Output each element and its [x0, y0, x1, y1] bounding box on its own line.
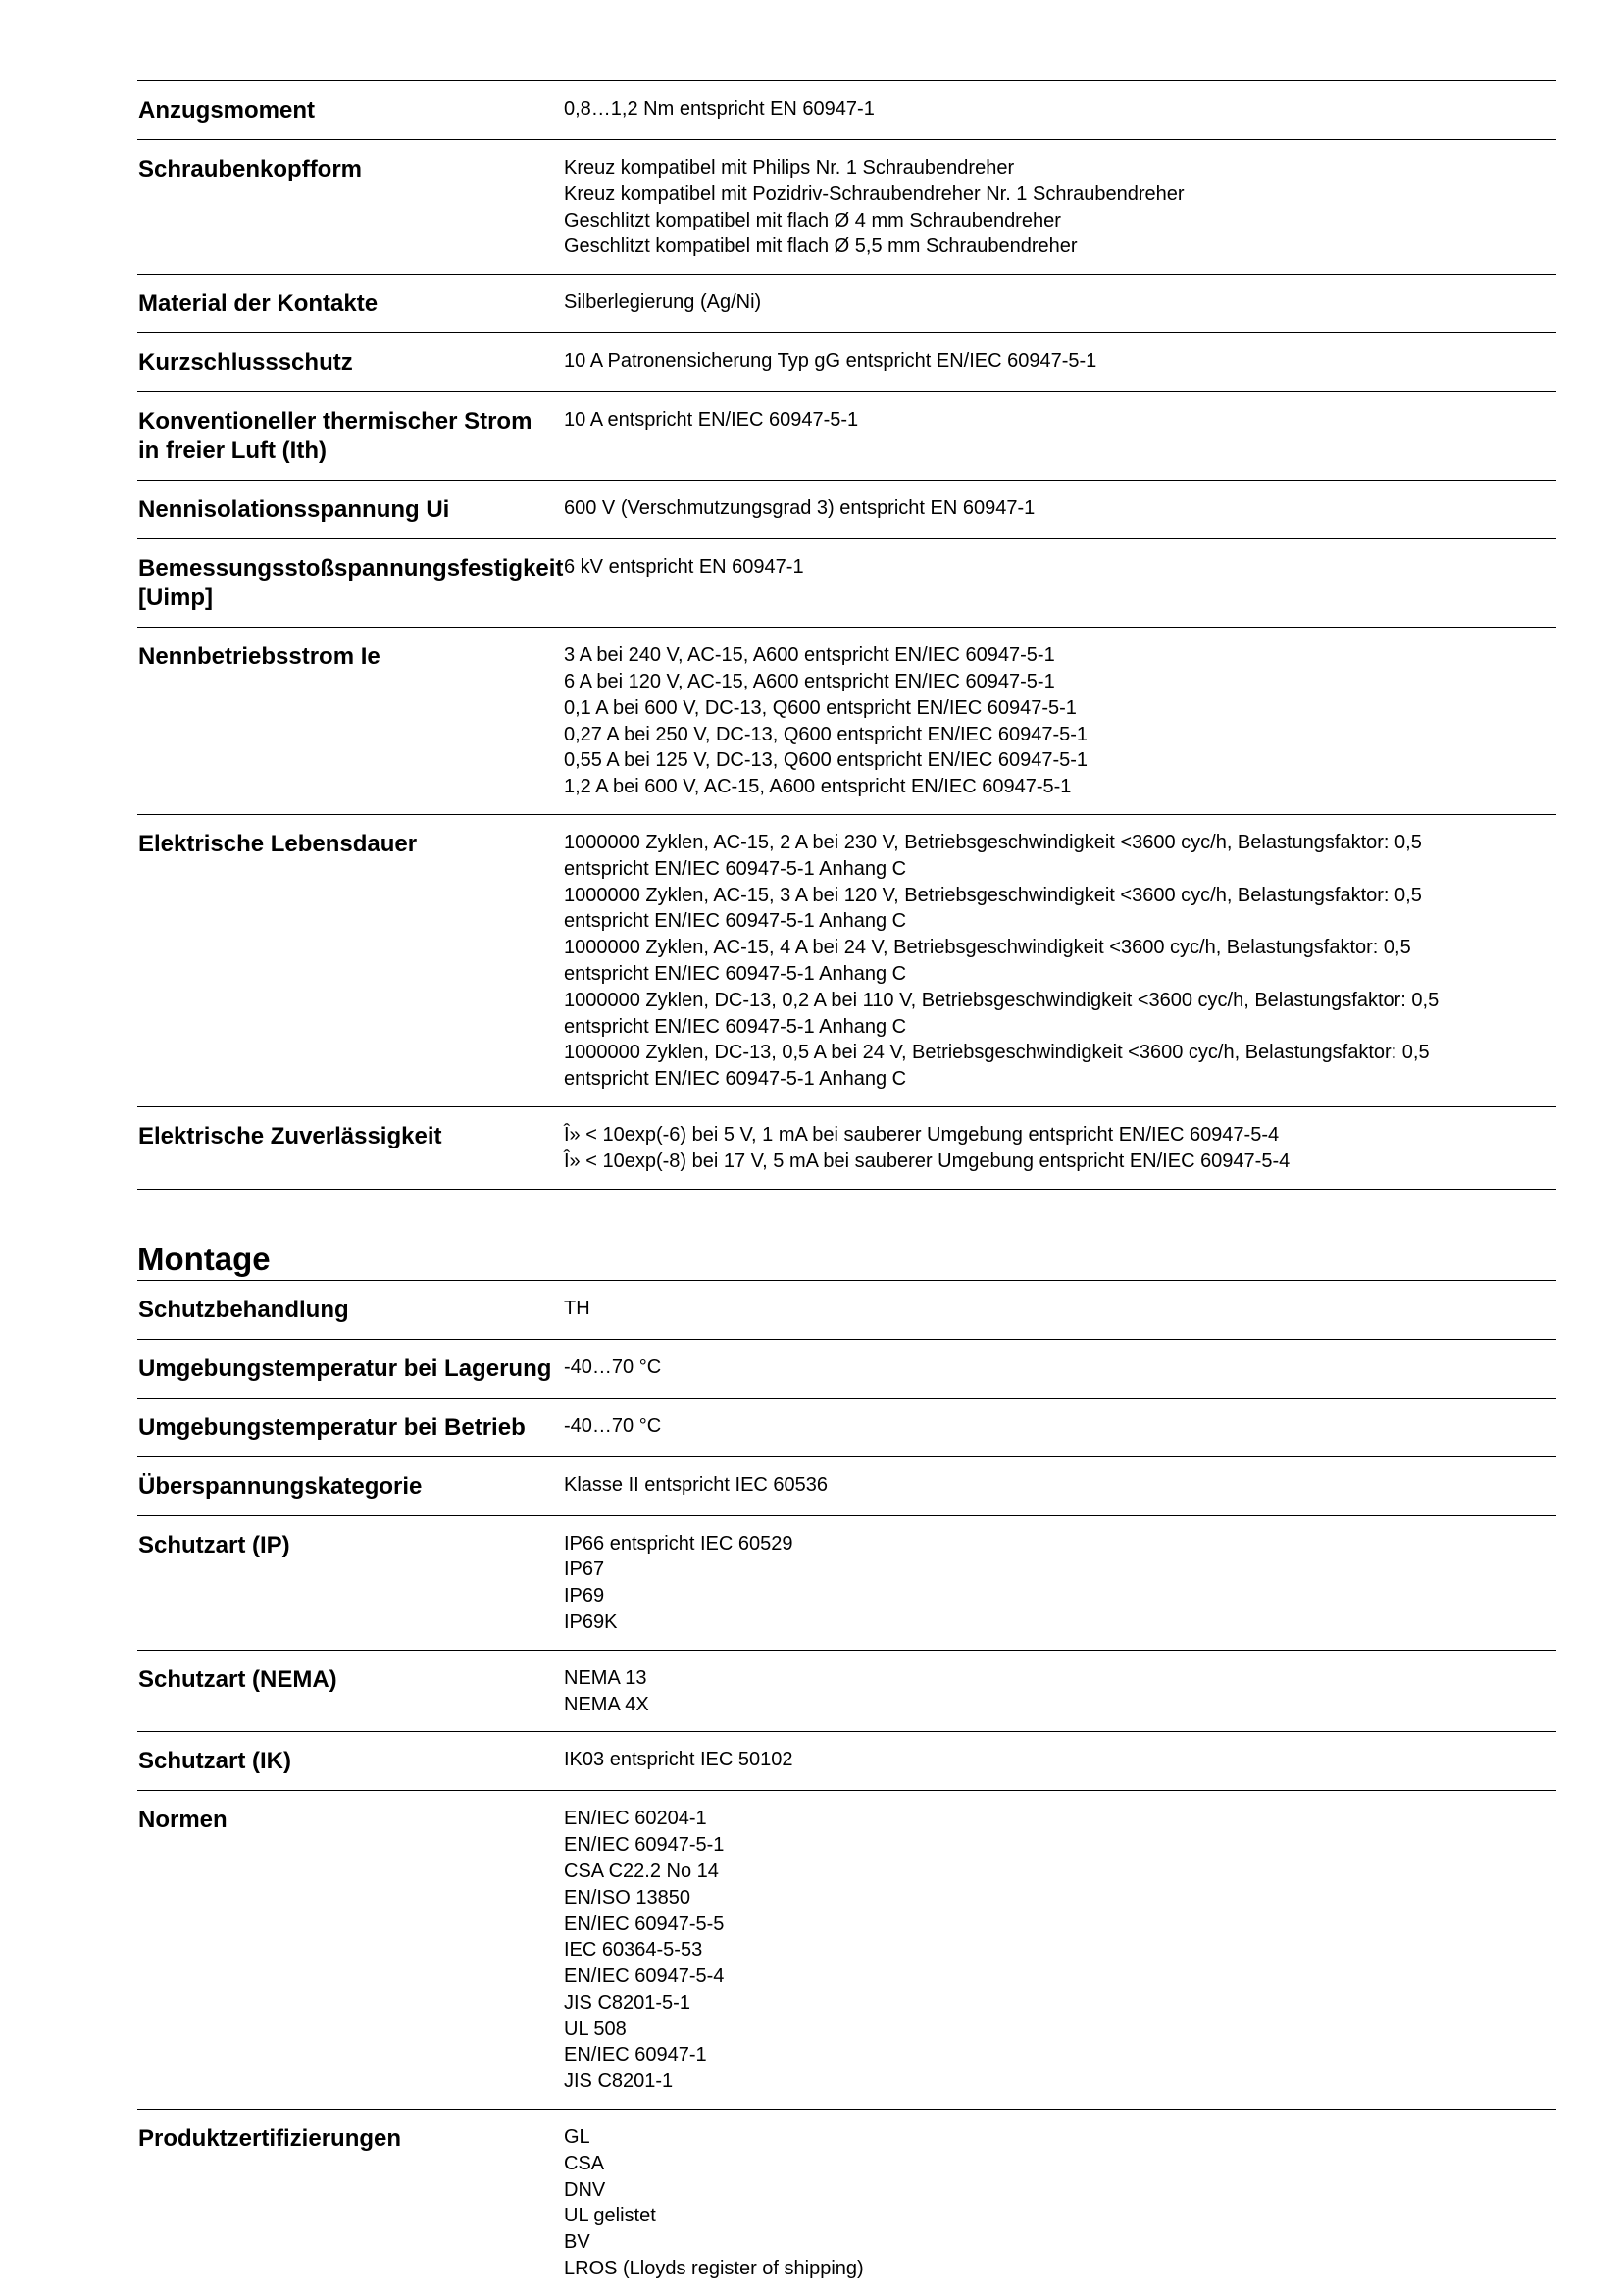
spec-row	[137, 1515, 1556, 1650]
spec-value	[563, 1339, 1556, 1398]
spec-value-line: DNV	[564, 2178, 606, 2201]
spec-value-line: BV	[564, 2231, 590, 2254]
spec-row	[137, 628, 1556, 815]
spec-value-line: IP69K	[564, 1610, 618, 1633]
spec-label: Schutzbehandlung	[137, 1280, 563, 1339]
spec-value-line: IK03 entspricht IEC 50102	[564, 1749, 793, 1771]
spec-value	[563, 1398, 1556, 1456]
spec-value-line: 1,2 A bei 600 V, AC-15, A600 entspricht EN/IEC 60947-5-1	[564, 776, 1072, 798]
spec-label: Umgebungstemperatur bei Betrieb	[137, 1398, 563, 1456]
spec-value-line: 10 A entspricht EN/IEC 60947-5-1	[564, 409, 859, 432]
spec-row	[137, 481, 1556, 539]
spec-value-line: entspricht EN/IEC 60947-5-1 Anhang C	[564, 1015, 907, 1038]
spec-label-line: [Uimp]	[138, 585, 213, 612]
spec-label: Schraubenkopfform	[137, 140, 563, 275]
spec-label: Normen	[137, 1791, 563, 2110]
spec-row	[137, 1732, 1556, 1791]
spec-value	[563, 392, 1556, 481]
spec-value-line: LROS (Lloyds register of shipping)	[564, 2258, 864, 2280]
spec-value-line: entspricht EN/IEC 60947-5-1 Anhang C	[564, 1068, 907, 1091]
spec-label: Kurzschlussschutz	[137, 333, 563, 392]
spec-value-line: 1000000 Zyklen, AC-15, 4 A bei 24 V, Betriebsgeschwindigkeit <3600 cyc/h, Belastungsfaktor: 0,5	[564, 937, 1411, 959]
spec-value	[563, 814, 1556, 1106]
spec-value-line: -40…70 °C	[564, 1414, 662, 1437]
spec-label-line: Bemessungsstoßspannungsfestigkeit	[138, 555, 564, 583]
spec-value	[563, 140, 1556, 275]
spec-row	[137, 1791, 1556, 2110]
spec-value-line: 6 A bei 120 V, AC-15, A600 entspricht EN/IEC 60947-5-1	[564, 670, 1055, 692]
spec-value-line: Kreuz kompatibel mit Philips Nr. 1 Schraubendreher	[564, 157, 1015, 179]
spec-value-line: CSA	[564, 2152, 605, 2174]
spec-value	[563, 481, 1556, 539]
spec-row	[137, 1456, 1556, 1515]
spec-value-line: IEC 60364-5-53	[564, 1939, 703, 1962]
section-title: Montage	[137, 1240, 271, 1277]
spec-value-line: Î» < 10exp(-6) bei 5 V, 1 mA bei sauberer Umgebung entspricht EN/IEC 60947-5-4	[564, 1123, 1280, 1146]
spec-value-line: entspricht EN/IEC 60947-5-1 Anhang C	[564, 962, 907, 985]
spec-value-line: EN/IEC 60947-5-1	[564, 1834, 725, 1857]
spec-value-line: -40…70 °C	[564, 1355, 662, 1378]
spec-value-line: IP69	[564, 1585, 605, 1607]
spec-value-line: EN/IEC 60947-1	[564, 2044, 707, 2066]
spec-label: Schutzart (IK)	[137, 1732, 563, 1791]
spec-value-line: 10 A Patronensicherung Typ gG entspricht EN/IEC 60947-5-1	[564, 350, 1097, 373]
spec-value-line: JIS C8201-5-1	[564, 1991, 690, 2014]
spec-label: Schutzart (IP)	[137, 1515, 563, 1650]
spec-value-line: EN/IEC 60947-5-4	[564, 1965, 725, 1988]
spec-value-line: 1000000 Zyklen, DC-13, 0,5 A bei 24 V, Betriebsgeschwindigkeit <3600 cyc/h, Belastungsfaktor: 0,5	[564, 1042, 1430, 1064]
spec-row	[137, 1398, 1556, 1456]
spec-value	[563, 1515, 1556, 1650]
spec-label: Überspannungskategorie	[137, 1456, 563, 1515]
spec-row	[137, 392, 1556, 481]
spec-row	[137, 814, 1556, 1106]
spec-value-line: JIS C8201-1	[564, 2070, 674, 2093]
spec-value-line: 1000000 Zyklen, DC-13, 0,2 A bei 110 V, Betriebsgeschwindigkeit <3600 cyc/h, Belastungsfaktor: 0,5	[564, 989, 1440, 1011]
spec-value-line: 0,8…1,2 Nm entspricht EN 60947-1	[564, 98, 875, 120]
spec-value	[563, 333, 1556, 392]
spec-value-line: NEMA 4X	[564, 1693, 649, 1715]
spec-row	[137, 2110, 1556, 2296]
spec-row	[137, 81, 1556, 140]
spec-value	[563, 2110, 1556, 2296]
spec-label: Konventioneller thermischer Strom in freier Luft (Ith)	[137, 392, 563, 481]
spec-value-line: UL 508	[564, 2017, 627, 2040]
spec-value-line: 1000000 Zyklen, AC-15, 3 A bei 120 V, Betriebsgeschwindigkeit <3600 cyc/h, Belastungsfaktor: 0,5	[564, 884, 1422, 906]
spec-row	[137, 140, 1556, 275]
spec-value-line: 1000000 Zyklen, AC-15, 2 A bei 230 V, Betriebsgeschwindigkeit <3600 cyc/h, Belastungsfaktor: 0,5	[564, 831, 1422, 853]
spec-label: Nennbetriebsstrom Ie	[137, 628, 563, 815]
spec-value-line: NEMA 13	[564, 1666, 647, 1689]
spec-value-line: 0,1 A bei 600 V, DC-13, Q600 entspricht EN/IEC 60947-5-1	[564, 696, 1077, 719]
spec-value	[563, 1280, 1556, 1339]
spec-value-line: EN/IEC 60204-1	[564, 1808, 707, 1830]
spec-row	[137, 539, 1556, 628]
spec-label: Produktzertifizierungen	[137, 2110, 563, 2296]
spec-value-line: Klasse II entspricht IEC 60536	[564, 1473, 829, 1496]
spec-value	[563, 1106, 1556, 1189]
spec-value-line: UL gelistet	[564, 2205, 656, 2227]
spec-value-line: 600 V (Verschmutzungsgrad 3) entspricht EN 60947-1	[564, 497, 1036, 520]
spec-row	[137, 1650, 1556, 1732]
spec-row	[137, 1106, 1556, 1189]
spec-label: Material der Kontakte	[137, 275, 563, 333]
spec-value-line: EN/ISO 13850	[564, 1886, 690, 1909]
spec-value-line: Geschlitzt kompatibel mit flach Ø 4 mm Schraubendreher	[564, 209, 1061, 231]
spec-label: Umgebungstemperatur bei Lagerung	[137, 1339, 563, 1398]
spec-value-line: IP66 entspricht IEC 60529	[564, 1532, 793, 1555]
spec-label	[137, 539, 563, 628]
spec-row	[137, 1280, 1556, 1339]
spec-table-montage	[137, 1280, 1556, 2296]
spec-row	[137, 1339, 1556, 1398]
spec-value-line: EN/IEC 60947-5-5	[564, 1913, 725, 1935]
datasheet-page	[137, 80, 1556, 2296]
spec-value	[563, 539, 1556, 628]
spec-value-line: 6 kV entspricht EN 60947-1	[564, 556, 804, 579]
spec-value	[563, 81, 1556, 140]
spec-value-line: TH	[564, 1297, 590, 1319]
spec-value-line: 0,27 A bei 250 V, DC-13, Q600 entspricht EN/IEC 60947-5-1	[564, 723, 1089, 745]
spec-label: Nennisolationsspannung Ui	[137, 481, 563, 539]
spec-value-line: Kreuz kompatibel mit Pozidriv-Schraubendreher Nr. 1 Schraubendreher	[564, 182, 1185, 205]
spec-value	[563, 1456, 1556, 1515]
spec-value-line: IP67	[564, 1558, 605, 1581]
spec-value	[563, 1791, 1556, 2110]
spec-value	[563, 275, 1556, 333]
spec-value-line: entspricht EN/IEC 60947-5-1 Anhang C	[564, 910, 907, 933]
spec-label: Schutzart (NEMA)	[137, 1650, 563, 1732]
spec-value-line: 3 A bei 240 V, AC-15, A600 entspricht EN/IEC 60947-5-1	[564, 644, 1055, 667]
spec-row	[137, 275, 1556, 333]
spec-label: Elektrische Zuverlässigkeit	[137, 1106, 563, 1189]
spec-label: Anzugsmoment	[137, 81, 563, 140]
spec-value-line: 0,55 A bei 125 V, DC-13, Q600 entspricht EN/IEC 60947-5-1	[564, 749, 1089, 772]
spec-value	[563, 1732, 1556, 1791]
spec-value-line: Silberlegierung (Ag/Ni)	[564, 291, 762, 314]
spec-value	[563, 628, 1556, 815]
spec-value	[563, 1650, 1556, 1732]
spec-value-line: Geschlitzt kompatibel mit flach Ø 5,5 mm Schraubendreher	[564, 235, 1078, 258]
spec-label: Elektrische Lebensdauer	[137, 814, 563, 1106]
spec-row	[137, 333, 1556, 392]
spec-table-electrical	[137, 80, 1556, 1190]
spec-value-line: Î» < 10exp(-8) bei 17 V, 5 mA bei sauberer Umgebung entspricht EN/IEC 60947-5-4	[564, 1149, 1291, 1172]
spec-value-line: GL	[564, 2126, 590, 2149]
spec-value-line: CSA C22.2 No 14	[564, 1860, 719, 1882]
spec-value-line: entspricht EN/IEC 60947-5-1 Anhang C	[564, 857, 907, 880]
